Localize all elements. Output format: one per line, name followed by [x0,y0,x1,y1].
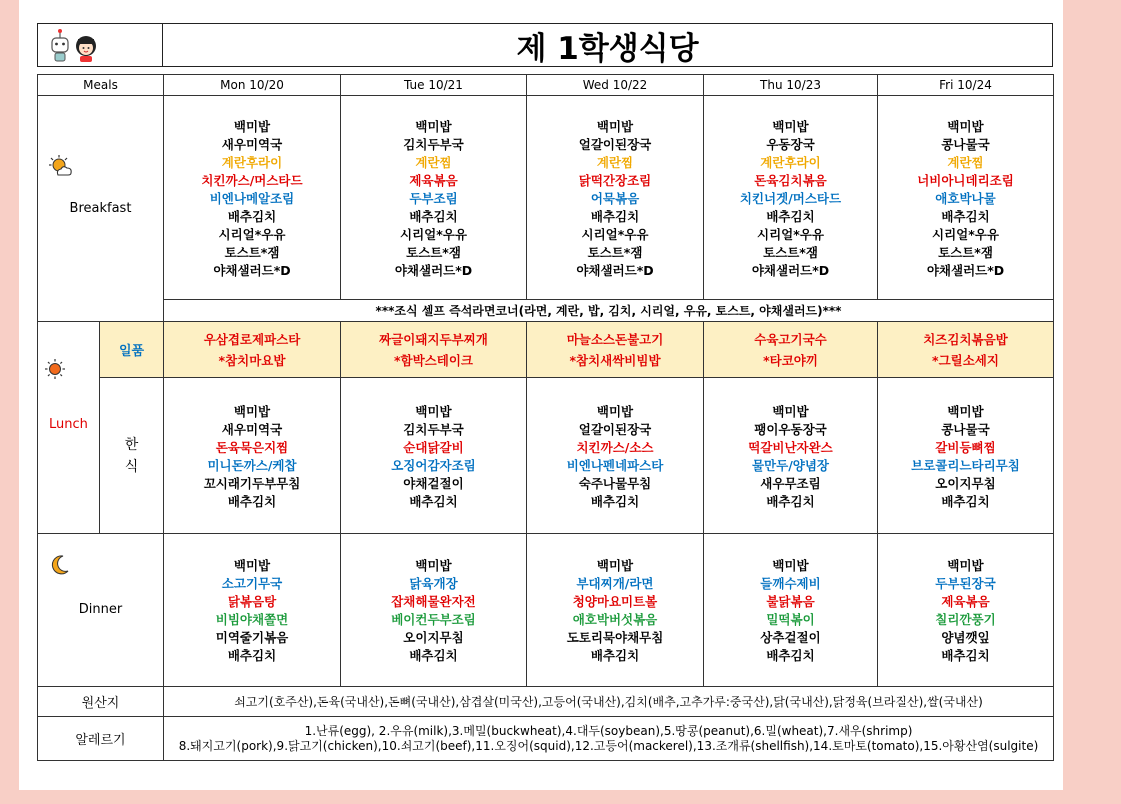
menu-item: 브로콜리느타리무침 [911,457,1020,473]
menu-item: 백미밥 [947,403,984,419]
menu-item: 토스트*잼 [587,244,643,260]
menu-item: 토스트*잼 [938,244,993,260]
lunch-day-mon [164,402,340,510]
special-item: *참치마요밥 [218,353,286,368]
breakfast-day-thu [704,117,877,279]
menu-item: 오징어감자조림 [391,457,476,473]
menu-item: 어묵볶음 [590,190,640,206]
menu-item: 계란찜 [596,154,634,170]
origin-text: 쇠고기(호주산),돈육(국내산),돈뼈(국내산),삼겹살(미국산),고등어(국내산),김치(배추,고추가루:중국산),닭(국내산),닭정육(브라질산),쌀(국내산) [164,687,1054,717]
menu-item: 백미밥 [233,558,271,573]
special-item: 우삼겹로제파스타 [203,332,301,347]
special-day-fri [878,330,1053,369]
menu-item: 계란후라이 [221,154,283,170]
menu-item: 배추김치 [766,648,815,663]
menu-item: 돈육김치볶음 [754,172,827,188]
menu-item: 오이지무침 [935,475,996,491]
day-header: Thu 10/23 [704,75,878,96]
breakfast-day-tue [341,117,526,279]
dinner-day-thu [704,556,877,664]
menu-item: 시리얼*우유 [581,226,649,242]
menu-item: 얼갈이된장국 [578,421,652,437]
menu-item: 불닭볶음 [766,594,815,609]
menu-item: 백미밥 [415,118,452,134]
breakfast-day-fri [878,117,1053,279]
menu-item: 비엔나펜네파스타 [566,457,664,473]
menu-item: 닭떡간장조림 [578,172,652,188]
menu-item: 부대찌개/라면 [576,576,654,591]
menu-item: 비빔야채쫄면 [215,612,289,627]
menu-item: 물만두/양념장 [751,457,830,473]
menu-item: 백미밥 [947,558,984,573]
menu-item: 야채샐러드*D [751,262,830,278]
menu-item: 배추김치 [941,208,990,224]
menu-item: 배추김치 [590,208,640,224]
menu-item: 시리얼*우유 [218,226,286,242]
dinner-label: Dinner [78,602,123,617]
dinner-label-cell [38,534,164,687]
menu-item: 백미밥 [415,403,452,419]
menu-item: 콩나물국 [941,421,990,437]
menu-item: 상추겉절이 [760,630,821,645]
menu-item: 배추김치 [590,648,640,663]
origin-label: 원산지 [38,687,164,717]
menu-item: 백미밥 [233,403,271,419]
mascot-logo-icon [46,26,106,66]
korean-label: 한 식 [100,378,164,534]
special-day-tue [341,330,526,369]
dinner-day-mon [164,556,340,664]
allergy-row [38,717,1054,761]
menu-item: 너비아니데리조림 [917,172,1014,188]
menu-item: 배추김치 [941,493,990,509]
dinner-row [38,534,1054,687]
breakfast-day-mon [164,117,340,279]
menu-item: 토스트*잼 [224,244,280,260]
special-label: 일품 [100,322,164,378]
lunch-special-row [38,322,1054,378]
menu-item: 배추김치 [941,648,990,663]
menu-item: 비엔나메알조림 [209,190,295,206]
special-item: *참치새싹비빔밥 [569,353,661,368]
menu-item: 배추김치 [766,493,815,509]
menu-item: 시리얼*우유 [400,226,467,242]
breakfast-label-cell [38,96,164,322]
menu-item: 시리얼*우유 [932,226,999,242]
menu-item: 제육볶음 [941,594,990,609]
menu-item: 계란찜 [947,154,984,170]
sun-icon [44,358,66,380]
breakfast-row [38,96,1054,300]
menu-item: 백미밥 [772,403,809,419]
menu-item: 밀떡볶이 [766,612,815,627]
menu-item: 새우미역국 [221,136,283,152]
day-header: Fri 10/24 [878,75,1054,96]
menu-item: 배추김치 [409,493,458,509]
allergy-cell [164,717,1054,761]
menu-item: 도토리묵야채무침 [566,630,664,645]
menu-item: 미니돈까스/케찹 [207,457,297,473]
menu-item: 김치두부국 [403,136,464,152]
menu-item: 야채샐러드*D [926,262,1005,278]
menu-item: 잡채해물완자전 [391,594,476,609]
dinner-day-tue [341,556,526,664]
menu-item: 칠리깐풍기 [935,612,996,627]
special-item: 수육고기국수 [754,332,827,347]
menu-item: 애호박버섯볶음 [572,612,658,627]
special-day-wed [527,330,703,369]
allergy-label: 알레르기 [38,717,164,761]
menu-item: 백미밥 [596,118,634,134]
menu-item: 양념깻잎 [941,630,990,645]
menu-item: 숙주나물무침 [578,475,652,491]
lunch-day-fri [878,402,1053,510]
day-header: Wed 10/22 [527,75,704,96]
crescent-moon-icon [50,554,70,576]
special-item: 짜글이돼지두부찌개 [379,332,488,347]
menu-item: 들깨수제비 [760,576,821,591]
special-day-thu [704,330,877,369]
lunch-day-thu [704,402,877,510]
menu-item: 배추김치 [409,648,458,663]
menu-item: 두부된장국 [935,576,996,591]
allergy-line-2: 8.돼지고기(pork),9.닭고기(chicken),10.쇠고기(beef),11.오징어(squid),12.고등어(mackerel),13.조개류(shellfish),14.토마토(tomato),15.아황산염(sulgite) [178,738,1039,753]
special-item: 마늘소스돈불고기 [566,332,664,347]
menu-item: 얼갈이된장국 [578,136,652,152]
menu-item: 청양마요미트볼 [572,594,658,609]
menu-item: 배추김치 [766,208,815,224]
menu-item: 팽이우동장국 [754,421,827,437]
breakfast-day-wed [527,117,703,279]
menu-item: 배추김치 [590,493,640,509]
special-day-mon [164,330,340,369]
lunch-korean-row [38,378,1054,534]
meals-header: Meals [38,75,164,96]
menu-item: 치킨까스/소스 [576,439,654,455]
menu-item: 새우미역국 [221,421,283,437]
menu-item: 계란찜 [415,154,452,170]
page-title: 제 1학생식당 [163,23,1053,67]
menu-item: 새우무조림 [760,475,821,491]
allergy-line-1: 1.난류(egg), 2.우유(milk),3.메밀(buckwheat),4.대두(soybean),5.땅콩(peanut),6.밀(wheat),7.새우(shrimp) [304,723,913,738]
menu-item: 순대닭갈비 [403,439,464,455]
special-item: *함박스테이크 [394,353,473,368]
lunch-day-wed [527,402,703,510]
menu-item: 치킨너겟/머스타드 [739,190,842,206]
dinner-day-wed [527,556,703,664]
day-header: Tue 10/21 [341,75,527,96]
menu-item: 백미밥 [947,118,984,134]
menu-item: 애호박나물 [935,190,996,206]
sun-cloud-icon [48,154,74,178]
menu-item: 백미밥 [596,558,634,573]
lunch-label-cell [38,322,100,534]
menu-item: 야채샐러드*D [576,262,654,278]
menu-item: 토스트*잼 [406,244,461,260]
special-item: *그릴소세지 [932,353,999,368]
menu-item: 백미밥 [772,118,809,134]
menu-item: 배추김치 [227,208,277,224]
menu-item: 백미밥 [596,403,634,419]
menu-item: 토스트*잼 [763,244,818,260]
special-item: *타코야끼 [763,353,818,368]
menu-item: 꼬시래기두부무침 [203,475,301,491]
menu-item: 백미밥 [233,118,271,134]
menu-item: 야채샐러드*D [394,262,473,278]
breakfast-label: Breakfast [69,201,132,216]
menu-item: 베이컨두부조림 [391,612,476,627]
header-row [38,75,1054,96]
menu-item: 야채겉절이 [403,475,464,491]
menu-item: 치킨까스/머스타드 [201,172,303,188]
menu-item: 닭볶음탕 [227,594,277,609]
menu-item: 제육볶음 [409,172,458,188]
menu-item: 갈비등뼈찜 [935,439,996,455]
menu-item: 우동장국 [766,136,815,152]
menu-item: 배추김치 [227,493,277,509]
menu-item: 닭육개장 [409,576,458,591]
lunch-label: Lunch [49,417,88,432]
day-header: Mon 10/20 [164,75,341,96]
breakfast-notice: ***조식 셀프 즉석라면코너(라면, 계란, 밥, 김치, 시리얼, 우유, 토스트, 야채샐러드)*** [164,300,1054,322]
dinner-day-fri [878,556,1053,664]
menu-item: 야채샐러드*D [213,262,291,278]
menu-item: 소고기무국 [221,576,283,591]
menu-item: 콩나물국 [941,136,990,152]
menu-item: 두부조림 [409,190,458,206]
menu-table [37,74,1054,761]
menu-item: 계란후라이 [760,154,821,170]
menu-item: 김치두부국 [403,421,464,437]
menu-item: 백미밥 [772,558,809,573]
breakfast-notice-row [38,300,1054,322]
menu-item: 돈육묵은지찜 [215,439,289,455]
special-item: 치즈김치볶음밥 [923,332,1008,347]
menu-item: 시리얼*우유 [757,226,824,242]
menu-item: 미역줄기볶음 [215,630,289,645]
menu-item: 배추김치 [409,208,458,224]
lunch-day-tue [341,402,526,510]
menu-item: 떡갈비난자완스 [748,439,833,455]
menu-item: 백미밥 [415,558,452,573]
origin-row [38,687,1054,717]
logo-box [37,23,163,67]
menu-item: 배추김치 [227,648,277,663]
menu-item: 오이지무침 [403,630,464,645]
